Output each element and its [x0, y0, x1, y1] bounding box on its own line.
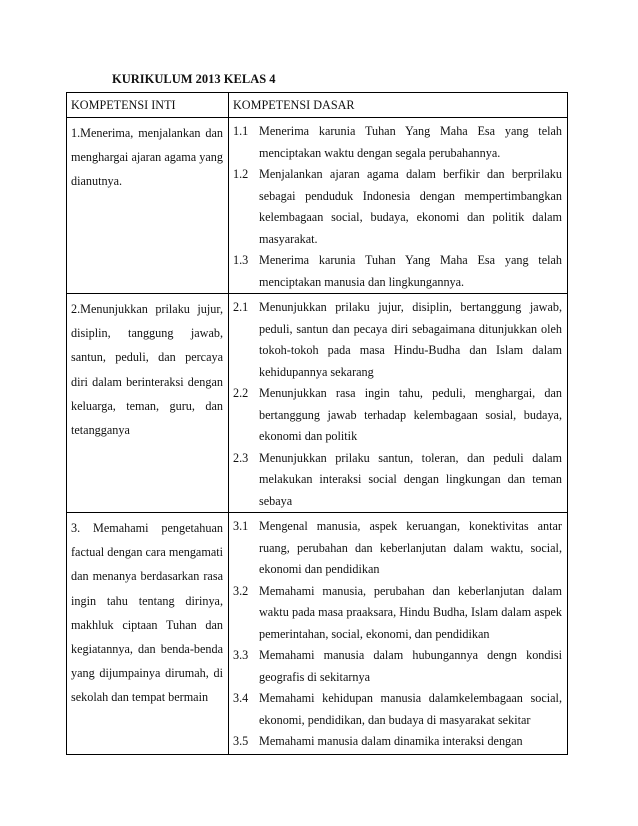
kd-number: 2.2 [233, 386, 249, 400]
ki-text: 3. Memahami pengetahuan factual dengan cara mengamati dan menanya berdasarkan rasa ingin tahu tentang dirinya, makhluk ciptaan Tuhan dan kegiatannya, dan benda-benda yang dijumpainya dirumah, di sekolah dan tempat bermain [71, 521, 223, 705]
competency-table [66, 92, 568, 755]
ki-text: 2.Menunjukkan prilaku jujur, disiplin, tanggung jawab, santun, peduli, dan percaya diri dalam berinteraksi dengan keluarga, teman, guru, dan tetangganya [71, 302, 223, 438]
kd-item [233, 164, 562, 250]
ki-cell [67, 513, 229, 755]
kd-text: Menunjukkan prilaku jujur, disiplin, bertanggung jawab, peduli, santun dan pecaya diri sebagaimana ditunjukkan oleh tokoh-tokoh pada masa Hindu-Budha dan Islam dalam kehidupannya sekarang [259, 300, 562, 379]
kd-item [233, 448, 562, 513]
ki-cell [67, 118, 229, 294]
kd-number: 3.2 [233, 583, 249, 598]
kd-item [233, 581, 562, 646]
ki-cell [67, 294, 229, 513]
kd-text: Menerima karunia Tuhan Yang Maha Esa yang telah menciptakan manusia dan lingkungannya. [259, 253, 562, 289]
table-row [67, 118, 568, 294]
kd-text: Memahami manusia dalam dinamika interaksi dengan [259, 734, 523, 748]
kd-item [233, 731, 562, 753]
kd-text: Mengenal manusia, aspek keruangan, konektivitas antar ruang, perubahan dan keberlanjutan dalam waktu, social, ekonomi dan pendidikan [259, 519, 562, 576]
kd-number: 2.3 [233, 450, 249, 465]
kd-number: 3.5 [233, 734, 249, 748]
kd-number: 1.2 [233, 167, 249, 181]
document-title: KURIKULUM 2013 KELAS 4 [112, 72, 276, 86]
kd-text: Menunjukkan prilaku santun, toleran, dan peduli dalam melakukan interaksi social dengan lingkungan dan teman sebaya [259, 450, 562, 508]
ki-text: 1.Menerima, menjalankan dan menghargai ajaran agama yang dianutnya. [71, 126, 223, 189]
kd-item [233, 383, 562, 448]
kd-item [233, 516, 562, 581]
table-header-row [67, 93, 568, 118]
kd-text: Menunjukkan rasa ingin tahu, peduli, menghargai, dan bertanggung jawab terhadap kelembagaan sosial, budaya, ekonomi dan politik [259, 386, 562, 443]
kd-item [233, 121, 562, 164]
kd-text: Memahami kehidupan manusia dalamkelembagaan social, ekonomi, pendidikan, dan budaya di masyarakat sekitar [259, 691, 562, 727]
table-row [67, 513, 568, 755]
kd-item [233, 250, 562, 293]
kd-number: 1.3 [233, 253, 249, 267]
table-row [67, 294, 568, 513]
header-kompetensi-dasar: KOMPETENSI DASAR [229, 93, 568, 118]
kd-item [233, 645, 562, 688]
kd-item [233, 688, 562, 731]
kd-cell [229, 118, 568, 294]
header-kompetensi-inti: KOMPETENSI INTI [67, 93, 229, 118]
kd-number: 2.1 [233, 300, 249, 314]
kd-number: 3.4 [233, 691, 249, 705]
kd-cell [229, 513, 568, 755]
kd-item [233, 297, 562, 383]
kd-number: 1.1 [233, 124, 249, 138]
kd-text: Memahami manusia, perubahan dan keberlanjutan dalam waktu pada masa praaksara, Hindu Budha, Islam dalam aspek pemerintahan, social, ekonomi, dan pendidikan [259, 583, 562, 641]
kd-text: Menerima karunia Tuhan Yang Maha Esa yang telah menciptakan waktu dengan segala perubahannya. [259, 124, 562, 160]
kd-text: Memahami manusia dalam hubungannya dengn kondisi geografis di sekitarnya [259, 648, 562, 684]
kd-number: 3.3 [233, 648, 249, 662]
kd-cell [229, 294, 568, 513]
kd-number: 3.1 [233, 519, 249, 533]
kd-text: Menjalankan ajaran agama dalam berfikir dan berprilaku sebagai penduduk Indonesia dengan mempertimbangkan kelembagaan social, budaya, ekonomi dan politik dalam masyarakat. [259, 167, 562, 246]
